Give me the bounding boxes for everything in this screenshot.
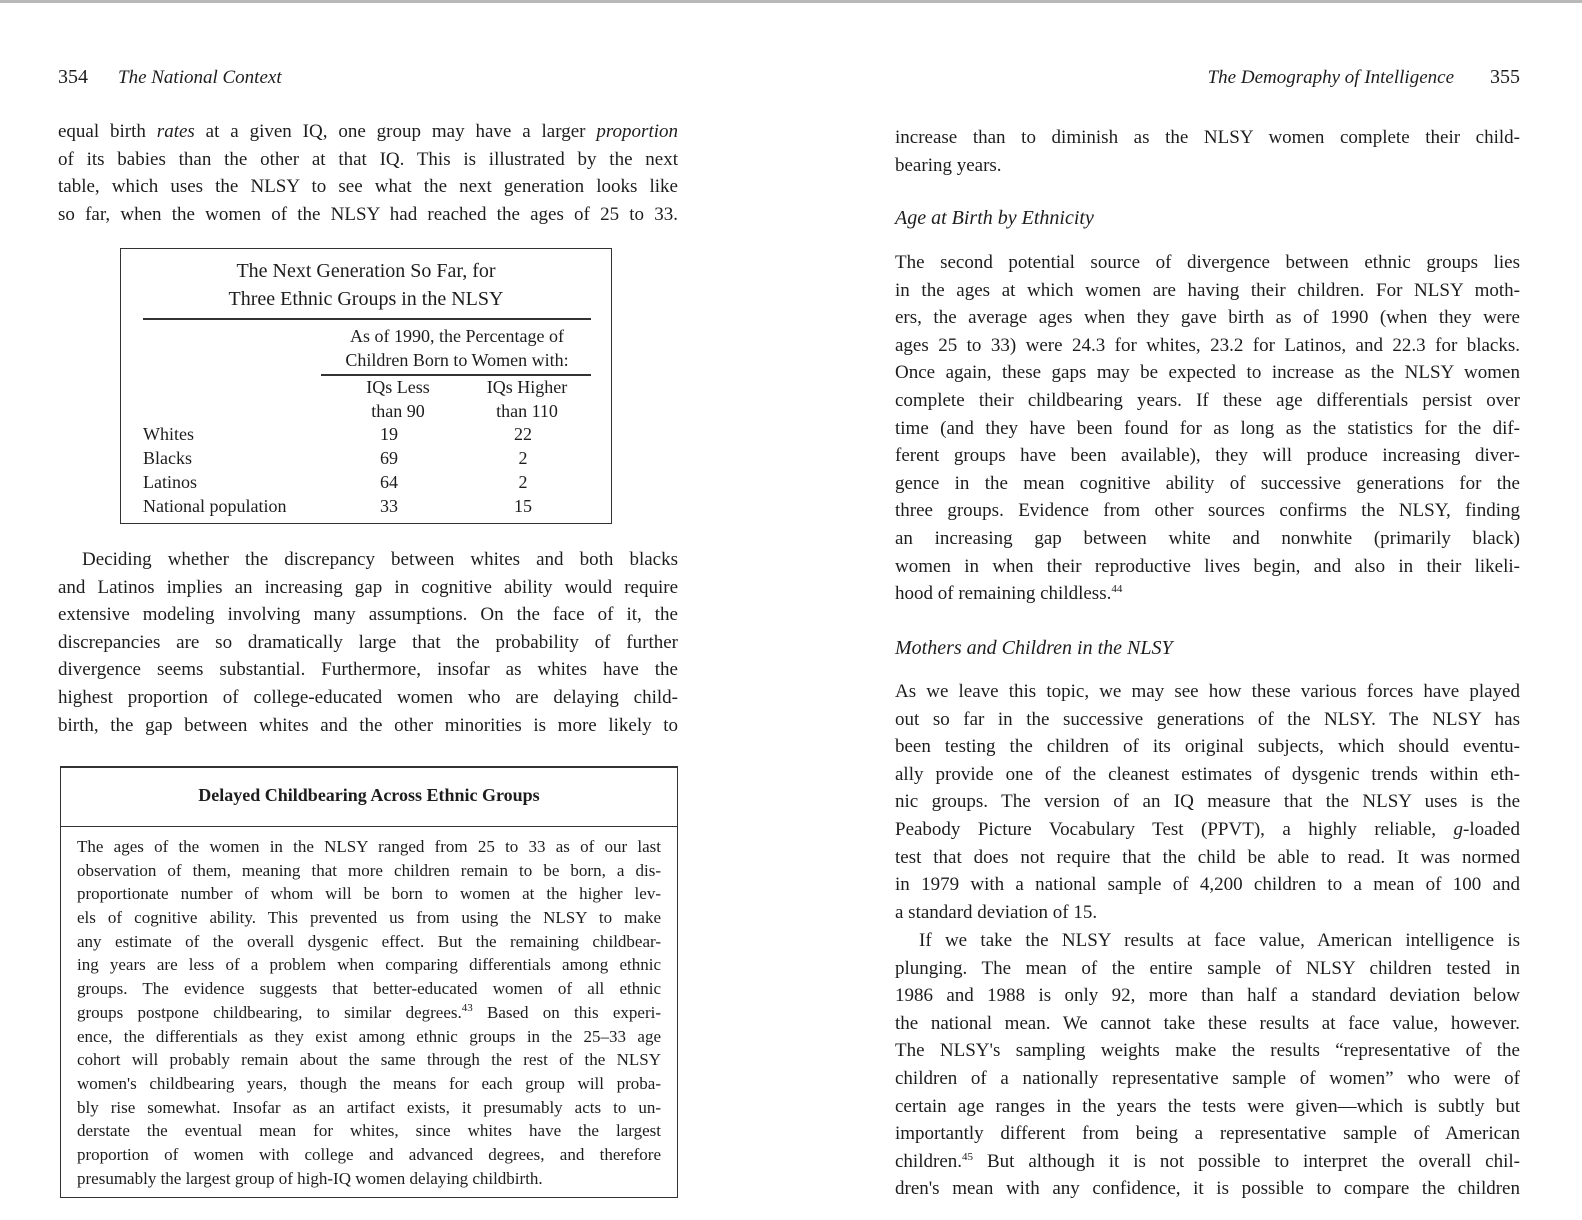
text-line: nic groups. The version of an IQ measure that the NLSY uses is the	[895, 791, 1520, 813]
left-page	[58, 0, 678, 1220]
text-line: out so far in the successive generations of the NLSY. The NLSY has	[895, 708, 1520, 730]
table-column-group-header: As of 1990, the Percentage of Children Born to Women with:	[345, 326, 569, 370]
text-line: discrepancies are so dramatically large that the probability of further	[58, 631, 678, 653]
text-line: women's childbearing years, though the means for each group will proba-	[77, 1073, 661, 1093]
footnote-ref: 45	[962, 1150, 974, 1163]
text-line: so far, when the women of the NLSY had reached the ages of 25 to 33.	[58, 203, 678, 225]
text-line: presumably the largest group of high-IQ women delaying childbirth.	[77, 1168, 543, 1188]
footnote-ref: 43	[461, 1001, 473, 1014]
text-line: an increasing gap between white and nonwhite (primarily black)	[895, 527, 1520, 549]
page-number: 354	[58, 66, 88, 88]
text-line: The ages of the women in the NLSY ranged from 25 to 33 as of our last	[77, 837, 661, 856]
table-cell: 22	[514, 424, 532, 444]
left-paragraph-1	[58, 118, 678, 228]
table-cell: 69	[380, 448, 398, 468]
text-line: As we leave this topic, we may see how these various forces have played	[895, 681, 1520, 702]
running-head-title: The National Context	[118, 67, 282, 88]
text-line: ing years are less of a problem when comparing differentials among ethnic	[77, 955, 661, 975]
table-cell: 2	[518, 472, 528, 492]
text-line: observation of them, meaning that more children remain to be born, a dis-	[77, 860, 661, 880]
text-line: women in when their reproductive lives begin, and also in their likeli-	[895, 555, 1520, 577]
text-line: importantly different from being a representative sample of American	[895, 1123, 1520, 1145]
text-line: ferent groups have been available), they will produce increasing diver-	[895, 445, 1520, 467]
text-line: The second potential source of divergence between ethnic groups lies	[895, 252, 1520, 273]
text-line: groups. The evidence suggests that better-educated women of all ethnic	[77, 979, 661, 999]
table-cell: 19	[380, 424, 398, 444]
section-subhead: Age at Birth by Ethnicity	[895, 207, 1094, 229]
text-line: bearing years.	[895, 154, 1002, 176]
table-title: The Next Generation So Far, for Three Ethnic Groups in the NLSY	[228, 260, 504, 310]
text-line: and Latinos implies an increasing gap in cognitive ability would require	[58, 576, 678, 598]
table-column-header-less-90: IQs Less than 90	[366, 377, 430, 421]
running-head-left	[58, 66, 282, 89]
table-rule	[143, 318, 591, 320]
running-head-title: The Demography of Intelligence	[1207, 67, 1454, 88]
right-paragraph-1	[895, 124, 1520, 179]
text-line: dren's mean with any confidence, it is possible to compare the children	[895, 1178, 1520, 1200]
text-line: ers, the average ages when they gave birth as of 1990 (when they were	[895, 307, 1520, 329]
text-line: cohort will probably remain about the same through the rest of the NLSY	[77, 1050, 661, 1070]
generation-table	[120, 248, 612, 524]
text-line: gence in the mean cognitive ability of successive generations for the	[895, 472, 1520, 494]
text-line: 1986 and 1988 is only 92, more than half a standard deviation below	[895, 985, 1520, 1007]
right-paragraph-4	[895, 927, 1520, 1203]
text-line: proportionate number of whom will be born to women at the higher lev-	[77, 884, 661, 904]
text-line: proportion of women with college and advanced degrees, and therefore	[77, 1144, 661, 1164]
table-row-label: Whites	[143, 424, 194, 444]
text-line: complete their childbearing years. If these age differentials persist over	[895, 389, 1520, 411]
left-paragraph-2	[58, 546, 678, 739]
text-line: Once again, these gaps may be expected to increase as the NLSY women	[895, 362, 1520, 384]
text-line: certain age ranges in the years the tests were given—which is subtly but	[895, 1095, 1520, 1117]
text-line: ages 25 to 33) were 24.3 for whites, 23.2 for Latinos, and 22.3 for blacks.	[895, 334, 1520, 356]
table-cell: 15	[514, 496, 532, 516]
text-line: divergence seems substantial. Furthermore, insofar as whites have the	[58, 659, 678, 681]
table-cell: 2	[518, 448, 528, 468]
table-row-label: Blacks	[143, 448, 192, 468]
text-line: els of cognitive ability. This prevented us from using the NLSY to make	[77, 908, 661, 928]
text-line: ence, the differentials as they exist among ethnic groups in the 25–33 age	[77, 1026, 661, 1046]
sidebar-box	[60, 766, 678, 1198]
text-line: bly rise somewhat. Insofar as an artifact exists, it presumably acts to un-	[77, 1097, 661, 1117]
text-line: Peabody Picture Vocabulary Test (PPVT), a highly reliable, g-loaded	[895, 818, 1520, 840]
running-head-right	[1208, 66, 1520, 89]
text-line: groups postpone childbearing, to similar degrees.$^{43}$ Based on this experi-	[77, 1001, 662, 1022]
right-paragraph-2	[895, 249, 1520, 608]
text-line: children.$^{45}$ But although it is not possible to interpret the overall chil-	[895, 1150, 1520, 1172]
text-line: ally provide one of the cleanest estimates of dysgenic trends within eth-	[895, 763, 1520, 785]
text-line: been testing the children of its original subjects, which should eventu-	[895, 736, 1520, 758]
text-line: The NLSY's sampling weights make the results “representative of the	[895, 1040, 1520, 1062]
text-line: a standard deviation of 15.	[895, 901, 1098, 923]
text-line: derstate the eventual mean for whites, since whites have the largest	[77, 1121, 661, 1141]
sidebar-title: Delayed Childbearing Across Ethnic Groups	[61, 767, 677, 827]
right-paragraph-3	[895, 678, 1520, 926]
text-line: plunging. The mean of the entire sample of NLSY children tested in	[895, 957, 1520, 979]
text-line: any estimate of the overall dysgenic effect. But the remaining childbear-	[77, 931, 661, 951]
text-line: table, which uses the NLSY to see what the next generation looks like	[58, 176, 678, 198]
table-row-label: National population	[143, 496, 287, 516]
table-row-label: Latinos	[143, 472, 197, 492]
text-line: hood of remaining childless.$^{44}$	[895, 583, 1123, 605]
table-cell: 33	[380, 496, 398, 516]
text-line: highest proportion of college-educated women who are delaying child-	[58, 686, 678, 708]
text-line: birth, the gap between whites and the other minorities is more likely to	[58, 714, 678, 736]
table-cell: 64	[380, 472, 398, 492]
table-column-header-higher-110: IQs Higher than 110	[486, 377, 568, 421]
text-line: extensive modeling involving many assumptions. On the face of it, the	[58, 604, 678, 626]
text-line: of its babies than the other at that IQ. This is illustrated by the next	[58, 148, 678, 170]
text-line: time (and they have been found for as long as the statistics for the dif-	[895, 417, 1520, 439]
section-subhead: Mothers and Children in the NLSY	[895, 637, 1173, 659]
page-number: 355	[1490, 66, 1520, 88]
text-line: children of a nationally representative sample of women” who were of	[895, 1067, 1520, 1089]
sidebar-body	[77, 835, 661, 1190]
right-page	[895, 0, 1520, 1220]
text-line: Deciding whether the discrepancy between whites and both blacks	[82, 549, 678, 570]
text-line: three groups. Evidence from other sources confirms the NLSY, finding	[895, 500, 1520, 522]
text-line: test that does not require that the child be able to read. It was normed	[895, 846, 1520, 868]
text-line: the national mean. We cannot take these results at face value, however.	[895, 1012, 1520, 1034]
text-line: increase than to diminish as the NLSY women complete their child-	[895, 127, 1520, 148]
footnote-ref: 44	[1111, 583, 1123, 596]
text-line: in the ages at which women are having their children. For NLSY moth-	[895, 279, 1520, 301]
text-line: in 1979 with a national sample of 4,200 children to a mean of 100 and	[895, 874, 1520, 896]
text-line: equal birth rates at a given IQ, one group may have a larger proportion	[58, 121, 678, 142]
text-line: If we take the NLSY results at face value, American intelligence is	[919, 930, 1520, 951]
